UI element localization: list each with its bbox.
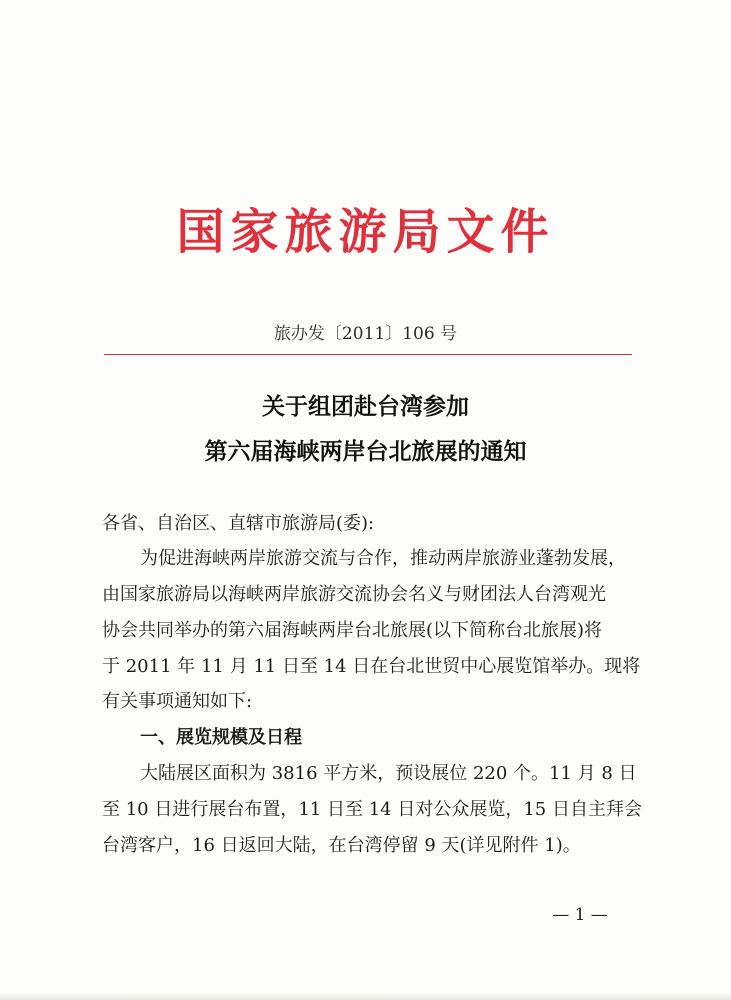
paragraph-1-line-3: 协会共同举办的第六届海峡两岸台北旅展(以下简称台北旅展)将 bbox=[102, 620, 603, 641]
paragraph-1-line-1: 为促进海峡两岸旅游交流与合作，推动两岸旅游业蓬勃发展， bbox=[140, 548, 626, 569]
document-header-title: 国家旅游局文件 bbox=[176, 204, 555, 260]
paragraph-1-line-4: 于 2011 年 11 月 11 日至 14 日在台北世贸中心展览馆举办。现将 bbox=[102, 656, 641, 677]
notice-title-line-2: 第六届海峡两岸台北旅展的通知 bbox=[204, 438, 527, 465]
paragraph-2-line-1: 大陆展区面积为 3816 平方米，预设展位 220 个。11 月 8 日 bbox=[140, 763, 637, 784]
section-1-heading: 一、展览规模及日程 bbox=[140, 727, 302, 748]
red-divider-rule bbox=[104, 354, 632, 355]
paragraph-2-line-2: 至 10 日进行展台布置，11 日至 14 日对公众展览，15 日自主拜会 bbox=[102, 799, 642, 820]
paragraph-1-line-2: 由国家旅游局以海峡两岸旅游交流协会名义与财团法人台湾观光 bbox=[102, 584, 606, 605]
paragraph-1-line-5: 有关事项通知如下: bbox=[102, 691, 253, 712]
paragraph-2-line-3: 台湾客户，16 日返回大陆，在台湾停留 9 天(详见附件 1)。 bbox=[102, 835, 581, 856]
page-number: — 1 — bbox=[552, 905, 608, 925]
document-number: 旅办发〔2011〕106 号 bbox=[273, 324, 458, 344]
addressee-line: 各省、自治区、直辖市旅游局(委): bbox=[102, 513, 375, 534]
scan-bottom-edge bbox=[0, 992, 731, 1000]
notice-title-line-1: 关于组团赴台湾参加 bbox=[262, 393, 469, 420]
